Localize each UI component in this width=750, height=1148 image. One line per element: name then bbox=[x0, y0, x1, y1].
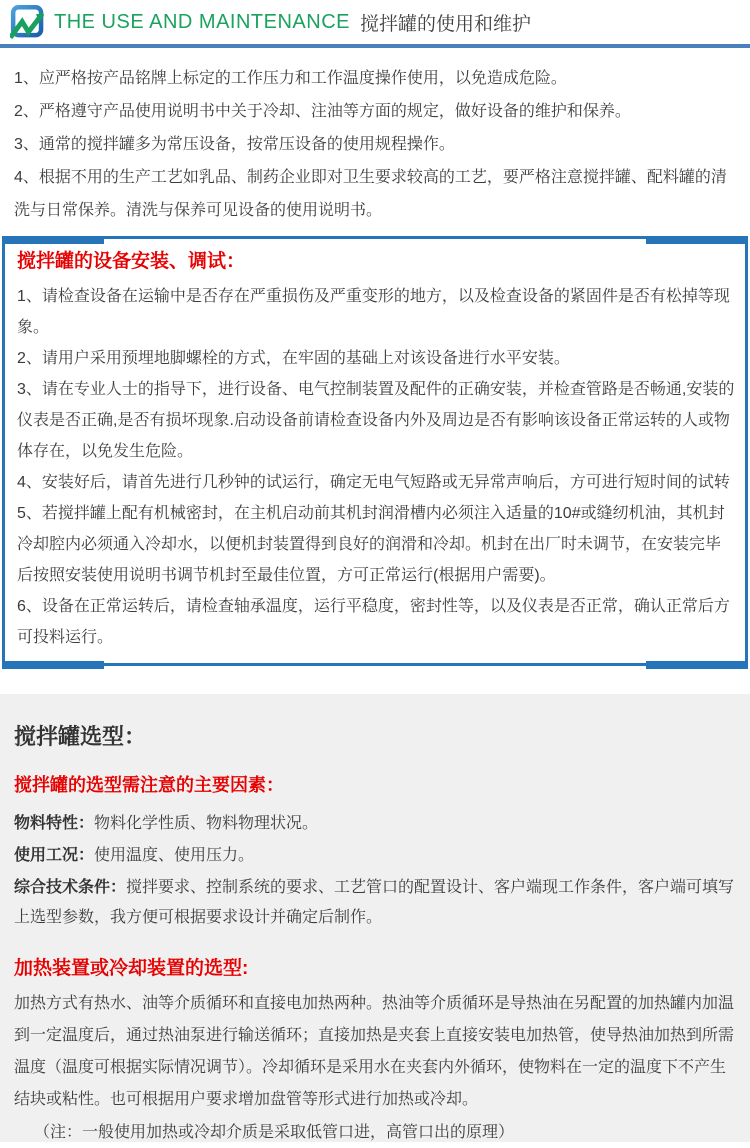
corner-accent-bottom-right bbox=[646, 661, 748, 669]
corner-accent-top-left bbox=[2, 236, 104, 244]
page-header bbox=[0, 0, 750, 44]
factor-label: 物料特性： bbox=[14, 815, 95, 832]
usage-note-item: 4、根据不用的生产工艺如乳品、制药企业即对卫生要求较高的工艺，要严格注意搅拌罐、配料罐的清洗与日常保养。清洗与保养可见设备的使用说明书。 bbox=[14, 169, 727, 219]
installation-step: 4、安装好后，请首先进行几秒钟的试运行，确定无电气短路或无异常声响后，方可进行短时间的试转 bbox=[17, 474, 730, 491]
installation-step: 5、若搅拌罐上配有机械密封，在主机启动前其机封润滑槽内必须注入适量的10#或缝纫机油，其机封冷却腔内必须通入冷却水，以便机封装置得到良好的润滑和冷却。机封在出厂时未调节，在安装完毕后按照安装使用说明书调节机封至最佳位置，方可正常运行(根据用户需要)。 bbox=[17, 505, 725, 584]
page-title-zh: 搅拌罐的使用和维护 bbox=[359, 13, 531, 35]
usage-note-item: 1、应严格按产品铭牌上标定的工作压力和工作温度操作使用，以免造成危险。 bbox=[14, 70, 567, 87]
selection-title: 搅拌罐选型： bbox=[14, 724, 147, 749]
factor-working-condition bbox=[14, 841, 736, 871]
usage-note-item: 2、严格遵守产品使用说明书中关于冷却、注油等方面的规定，做好设备的维护和保养。 bbox=[14, 103, 631, 120]
factor-material bbox=[14, 809, 736, 839]
installation-box bbox=[2, 236, 748, 666]
factor-text: 物料化学性质、物料物理状况。 bbox=[94, 815, 319, 832]
factor-text: 搅拌要求、控制系统的要求、工艺管口的配置设计、客户端现工作条件，客户端可填写上选型参数，我方便可根据要求设计并确定后制作。 bbox=[14, 879, 735, 926]
factor-label: 综合技术条件： bbox=[14, 879, 127, 896]
heating-cooling-note: （注：一般使用加热或冷却介质是采取低管口进，高管口出的原理） bbox=[34, 1124, 515, 1141]
monitor-zigzag-arrow-icon bbox=[10, 5, 46, 41]
installation-step: 1、请检查设备在运输中是否存在严重损伤及严重变形的地方，以及检查设备的紧固件是否有松掉等现象。 bbox=[17, 288, 730, 336]
factor-technical-condition bbox=[14, 873, 736, 933]
corner-accent-bottom-left bbox=[2, 661, 104, 669]
corner-accent-top-right bbox=[646, 236, 748, 244]
factor-text: 使用温度、使用压力。 bbox=[94, 847, 255, 864]
installation-step: 6、设备在正常运转后，请检查轴承温度，运行平稳度，密封性等，以及仪表是否正常，确认正常后方可投料运行。 bbox=[17, 598, 730, 646]
heating-cooling-heading: 加热装置或冷却装置的选型: bbox=[14, 958, 249, 979]
heating-cooling-text: 加热方式有热水、油等介质循环和直接电加热两种。热油等介质循环是导热油在另配置的加热罐内加温到一定温度后，通过热油泵进行输送循环；直接加热是夹套上直接安装电加热管，使导热油加热到所需温度（温度可根据实际情况调节）。冷却循环是采用水在夹套内外循环，使物料在一定的温度下不产生结块或粘性。也可根据用户要求增加盘管等形式进行加热或冷却。 bbox=[14, 995, 735, 1108]
page-title-en: THE USE AND MAINTENANCE bbox=[54, 10, 350, 33]
selection-section bbox=[0, 694, 750, 1142]
installation-heading: 搅拌罐的设备安装、调试： bbox=[17, 251, 246, 272]
usage-note-item: 3、通常的搅拌罐多为常压设备，按常压设备的使用规程操作。 bbox=[14, 136, 455, 153]
factor-label: 使用工况： bbox=[14, 847, 95, 864]
installation-step: 2、请用户采用预埋地脚螺栓的方式，在牢固的基础上对该设备进行水平安装。 bbox=[17, 350, 570, 367]
installation-step: 3、请在专业人士的指导下，进行设备、电气控制装置及配件的正确安装，并检查管路是否畅通,安装的仪表是否正确,是否有损坏现象.启动设备前请检查设备内外及周边是否有影响该设备正常运转的人或物体存在，以免发生危险。 bbox=[17, 381, 735, 460]
usage-notes-list bbox=[0, 48, 750, 227]
selection-factors-heading: 搅拌罐的选型需注意的主要因素： bbox=[14, 775, 284, 795]
